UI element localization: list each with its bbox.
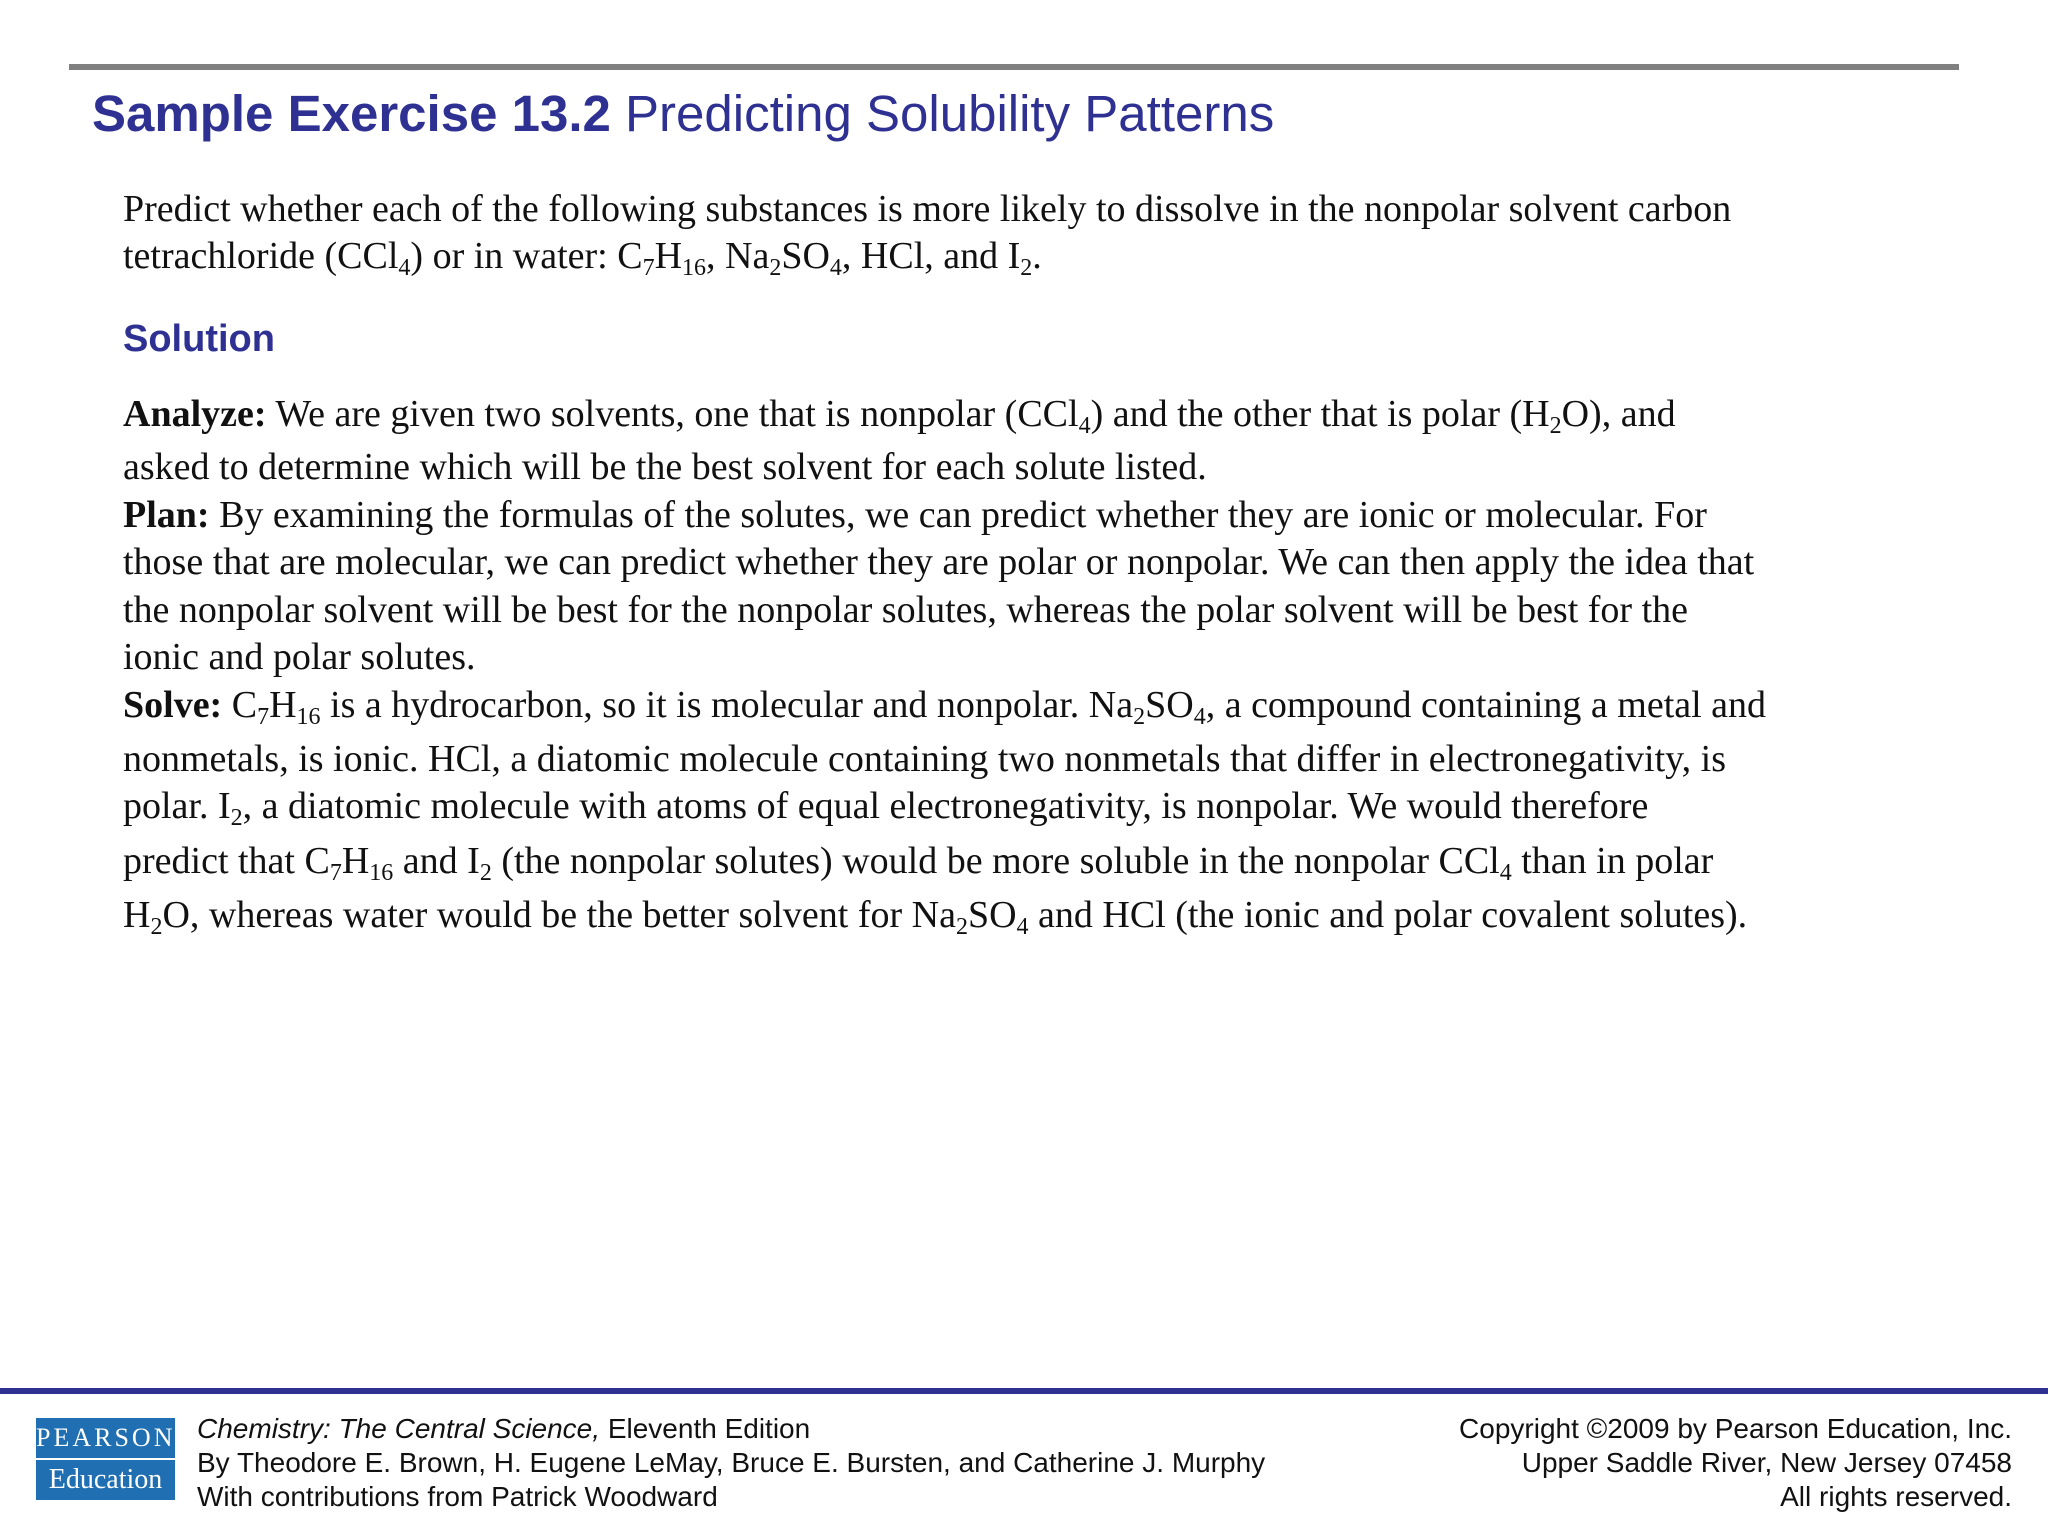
subscript: 2: [955, 914, 968, 940]
subscript: 2: [150, 914, 163, 940]
subscript: 4: [1193, 704, 1206, 730]
subscript: 16: [682, 255, 707, 281]
subscript: 16: [369, 860, 394, 886]
title-topic: Predicting Solubility Patterns: [610, 85, 1275, 142]
subscript: 4: [1078, 413, 1091, 439]
subscript: 2: [1549, 413, 1562, 439]
subscript: 2: [1020, 255, 1033, 281]
pearson-logo: [36, 1418, 175, 1500]
citation-contributions: With contributions from Patrick Woodward: [197, 1481, 718, 1512]
analyze-label: Analyze:: [123, 393, 267, 435]
solve-line-3: polar. $I_2$, a diatomic molecule with atoms of equal electronegativity, is nonpolar. We would therefore: [123, 785, 1649, 831]
plan-label: Plan:: [123, 494, 210, 536]
solve-line-2: nonmetals, is ionic. HCl, a diatomic molecule containing two nonmetals that differ in electronegativity, is: [123, 738, 1727, 780]
solve-line-1: [123, 681, 1766, 729]
plan-line-3: the nonpolar solvent will be best for the nonpolar solutes, whereas the polar solvent will be best for the: [123, 589, 1689, 631]
address-line: Upper Saddle River, New Jersey 07458: [1521, 1447, 2012, 1478]
book-edition: Eleventh Edition: [600, 1413, 811, 1444]
plan-line-1: [123, 491, 1707, 539]
plan-line-4: ionic and polar solutes.: [123, 636, 476, 678]
rights-line: All rights reserved.: [1780, 1481, 2012, 1512]
problem-line-2: tetrachloride (CCl$_4$) or in water: $C_7H_{16}$, $Na_2SO_4$, HCl, and $I_2$.: [123, 235, 1042, 281]
citation-title-line: [197, 1412, 1265, 1446]
analyze-text-1: We are given two solvents, one that is nonpolar (CCl$_4$) and the other that is polar $(H_2O)$, and: [266, 393, 1676, 439]
plan-line-2: those that are molecular, we can predict whether they are polar or nonpolar. We can then apply the idea that: [123, 541, 1755, 583]
book-title: Chemistry: The Central Science,: [197, 1413, 601, 1444]
title-exercise-number: Sample Exercise 13.2: [92, 85, 611, 142]
solve-line-5: $H_2O$, whereas water would be the better solvent for $Na_2SO_4$ and HCl (the ionic and polar covalent solutes).: [123, 894, 1748, 940]
subscript: 2: [230, 805, 243, 831]
citation-authors: By Theodore E. Brown, H. Eugene LeMay, Bruce E. Bursten, and Catherine J. Murphy: [197, 1447, 1266, 1478]
subscript: 4: [1499, 860, 1512, 886]
subscript: 2: [479, 860, 492, 886]
analyze-line-2: asked to determine which will be the best solvent for each solute listed.: [123, 446, 1207, 488]
solve-label: Solve:: [123, 684, 223, 726]
top-divider: [69, 64, 1959, 70]
subscript: 4: [1016, 914, 1029, 940]
subscript: 7: [329, 860, 342, 886]
footer-citation: [197, 1412, 1265, 1514]
copyright-line: Copyright ©2009 by Pearson Education, Inc.: [1459, 1413, 2012, 1444]
subscript: 2: [1133, 704, 1146, 730]
bottom-divider: [0, 1388, 2048, 1394]
plan-text-1: By examining the formulas of the solutes, we can predict whether they are ionic or molecular. For: [209, 494, 1707, 536]
logo-subtitle: Education: [48, 1464, 163, 1495]
page-title: [92, 84, 1274, 144]
solve-line-4: predict that $C_7H_{16}$ and $I_2$ (the nonpolar solutes) would be more soluble in the nonpolar CCl$_4$ than in polar: [123, 840, 1714, 886]
subscript: 4: [398, 255, 411, 281]
subscript: 2: [769, 255, 782, 281]
solution-heading: Solution: [123, 318, 275, 360]
subscript: 4: [829, 255, 842, 281]
subscript: 7: [257, 704, 270, 730]
logo-wordmark: PEARSON: [36, 1423, 176, 1452]
footer-copyright: [1459, 1412, 2012, 1514]
subscript: 7: [642, 255, 655, 281]
subscript: 16: [296, 704, 321, 730]
problem-line-1: Predict whether each of the following substances is more likely to dissolve in the nonpolar solvent carbon: [123, 188, 1732, 230]
solve-text-1: $C_7H_{16}$ is a hydrocarbon, so it is molecular and nonpolar. $Na_2SO_4$, a compound containing a metal and: [222, 684, 1767, 730]
analyze-line-1: [123, 390, 1676, 438]
